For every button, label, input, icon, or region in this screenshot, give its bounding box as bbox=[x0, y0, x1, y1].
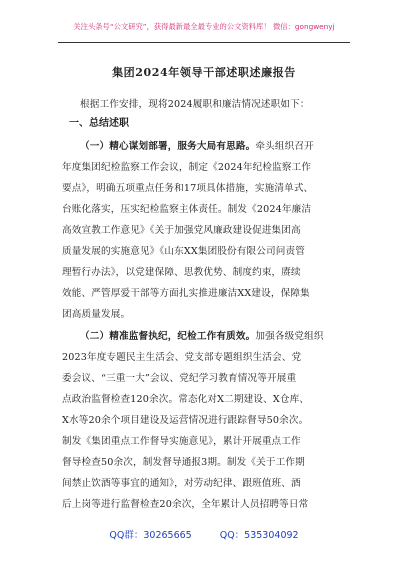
header-banner: 关注头条号“公文研究”，获得最新最全最专业的公文资料库！ 微信：gongwenyj bbox=[73, 22, 335, 31]
paragraph-1-line: 要点》，明确五项重点任务和17项具体措施，实施清单式、 bbox=[62, 183, 314, 194]
paragraph-2-line: 2023年度专题民主生活会、党支部专题组织生活会、党 bbox=[62, 352, 302, 363]
paragraph-1-line-1 bbox=[80, 140, 314, 153]
paragraph-2-line: X水等20余个项目建设及运营情况进行跟踪督导50余次。 bbox=[62, 415, 309, 426]
paragraph-2-line: 点政治监督检查120余次。常态化对X二期建设、X仓库、 bbox=[62, 394, 310, 405]
footer-qq: QQ：535304092 bbox=[219, 530, 299, 541]
paragraph-1-line: 质量发展的实施意见》《山东XX集团股份有限公司问责管 bbox=[62, 246, 306, 257]
paragraph-1-line: 高效宣教工作意见》《关于加强党风廉政建设促进集团高 bbox=[62, 225, 301, 236]
paragraph-1-lead: （一）精心谋划部署，服务大局有思路。 bbox=[80, 141, 256, 152]
section-heading-1: 一、总结述职 bbox=[69, 118, 129, 129]
paragraph-2-line: 制发《集团重点工作督导实施意见》，累计开展重点工作 bbox=[62, 436, 301, 447]
paragraph-1-line: 年度集团纪检监察工作会议，制定《2024年纪检监察工作 bbox=[62, 162, 312, 173]
paragraph-2-line: 后上岗等进行监督检查20余次，全年累计人员招聘等日常 bbox=[62, 499, 309, 510]
paragraph-2-line: 督导检查50余次，制发督导通报3期。制发《关于工作期 bbox=[62, 457, 305, 468]
footer-qq-group: QQ群：30265665 bbox=[109, 530, 192, 541]
paragraph-2-lead: （二）精准监督执纪，纪检工作有质效。 bbox=[80, 331, 256, 342]
intro-paragraph: 根据工作安排，现将2024履职和廉洁情况述职如下： bbox=[80, 99, 310, 110]
paragraph-1-text: 牵头组织召开 bbox=[255, 141, 314, 152]
paragraph-2-line: 间禁止饮酒等事宜的通知》，对劳动纪律、跟班值班、酒 bbox=[62, 478, 301, 489]
header-divider bbox=[58, 42, 350, 43]
paragraph-1-line: 效能、严管厚爱干部等方面扎实推进廉洁XX建设，保障集 bbox=[62, 288, 310, 299]
footer-contact bbox=[0, 530, 408, 542]
paragraph-1-line: 团高质量发展。 bbox=[62, 309, 131, 320]
paragraph-2-text: 加强各级党组织 bbox=[255, 331, 324, 342]
paragraph-1-line: 台账化落实，压实纪检监察主体责任。制发《2024年廉洁 bbox=[62, 204, 312, 215]
paragraph-1-line: 理暂行办法》，以党建保障、思教优势、制度约束，赓续 bbox=[62, 267, 301, 278]
document-title: 集团2024年领导干部述职述廉报告 bbox=[112, 66, 296, 79]
paragraph-2-line: 委会议、“三重一大”会议、党纪学习教育情况等开展重 bbox=[62, 373, 297, 384]
paragraph-2-line-1 bbox=[80, 330, 324, 343]
